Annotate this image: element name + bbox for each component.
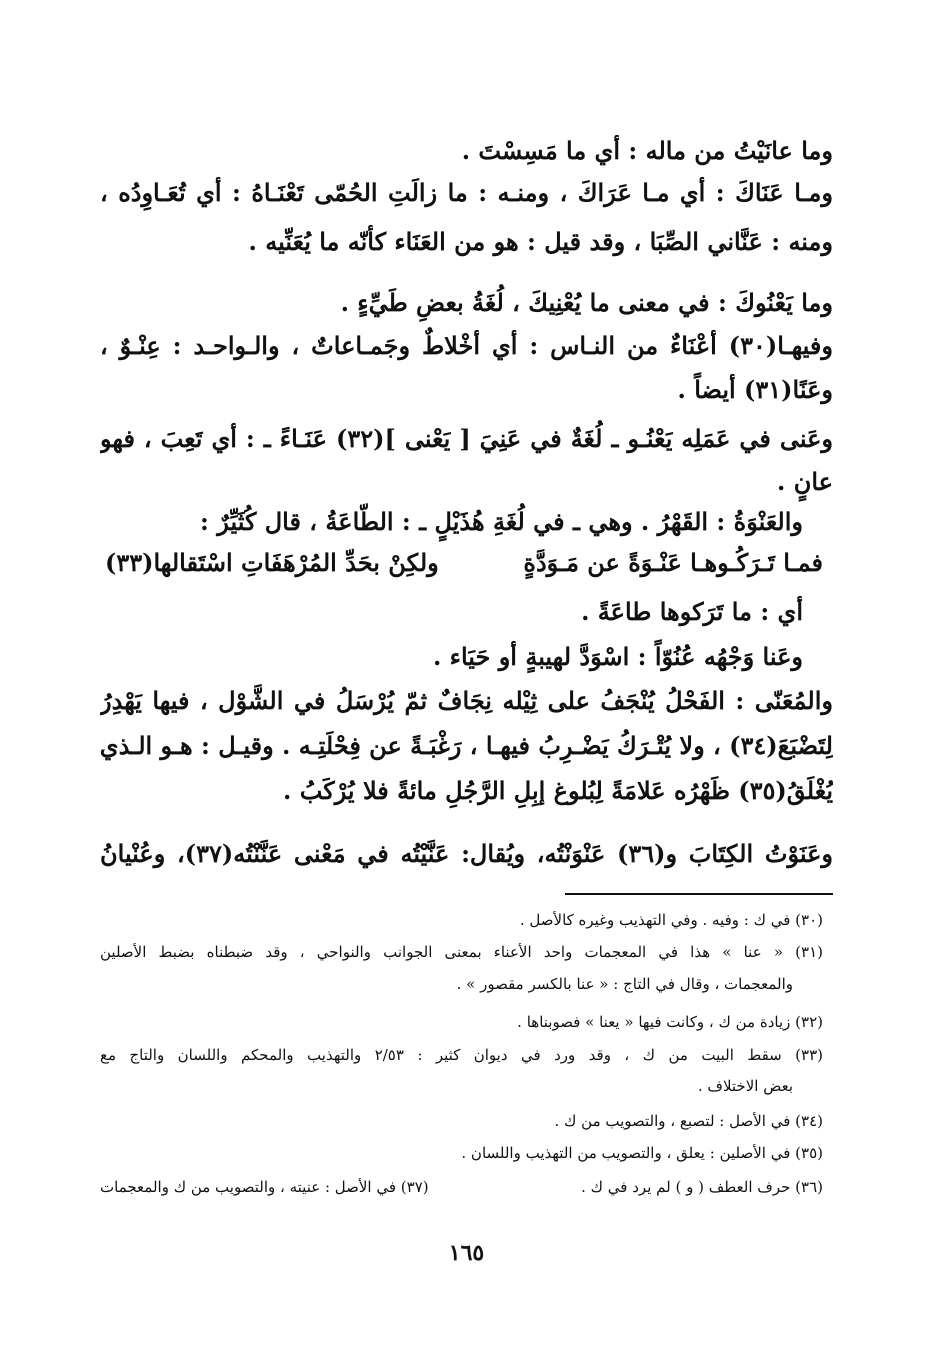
body-line-13: لِتَضْبَعَ(٣٤) ، ولا يُتْـرَكُ يَضْـرِبُ فيهـا ، رَغْبَـةً عن فِحْلَتِـه . وقيـل : هـو الـذي [100,731,833,760]
body-line-5: وفيهـا(٣٠) أعْنَاءٌ من النـاس : أي أخْلاطٌ وجَمـاعاتٌ ، والـواحـد : عِنْـوٌ ، [100,331,833,360]
body-line-3: ومنه : عَنَّاني الصِّبَا ، وقد قيل : هو من العَنَاء كأنّه ما يُعَنِّيه . [248,227,833,256]
body-line-11: وعَنا وَجْهُه عُنُوّاً : اسْوَدَّ لهيبةٍ أو حَيَاء . [432,642,803,671]
body-line-4: وما يَعْنُوكَ : في معنى ما يُعْنِيكَ ، لُغَةُ بعضِ طَيِّءٍ . [340,288,833,317]
footnote-35: (٣٥) في الأصلين : يعلق ، والتصويب من التهذيب واللسان . [461,1144,823,1162]
poem-verse [105,543,823,583]
body-line-15: وعَنَوْتُ الكِتَابَ و(٣٦) عَنْوَنْتُه، ويُقال: عَنَّيْتُه في مَعْنى عَنَّنْتُه(٣٧)، وعُنْيانُ [100,839,833,868]
poem-hemistich-2: ولكِنْ بحَدِّ المُرْهَفَاتِ اسْتَقالها(٣٣) [105,548,439,577]
body-line-10: أي : ما تَرَكوها طاعَةً . [581,597,803,626]
body-line-1: وما عانَيْتُ من ماله : أي ما مَسِسْتَ . [461,136,833,165]
footnote-33: (٣٣) سقط البيت من ك ، وقد ورد في ديوان كثير : ٢/٥٣ والتهذيب والمحكم واللسان والتاج مع [100,1046,823,1064]
body-line-9: والعَنْوَةُ : القَهْرُ . وهي ـ في لُغَةِ هُذَيْلٍ ـ : الطّاعَةُ ، قال كُثَيِّرٌ : [200,507,803,536]
footnote-31-cont: والمعجمات ، وقال في التاج : « عنا بالكسر مقصور » . [456,975,793,993]
footnote-37: (٣٧) في الأصل : عنيته ، والتصويب من ك والمعجمات [100,1178,429,1196]
body-line-7: وعَنى في عَمَلِه يَعْنُـو ـ لُغَةٌ في عَنِيَ [ يَعْنى ](٣٢) عَنَـاءً ـ : أي تَعِبَ ، فهو [100,424,833,453]
body-line-14: يُغْلَقُ(٣٥) ظَهْرُه عَلامَةً لِبُلوغ إبِلِ الرَّجُلِ مائةً فلا يُرْكَبُ . [282,776,833,805]
footnote-34: (٣٤) في الأصل : لتصبع ، والتصويب من ك . [554,1112,823,1130]
body-line-12: والمُعَنّى : الفَحْلُ يُنْجَفُ على ثِيْله نِجَافٌ ثمّ يُرْسَلُ في الشَّوْل ، فيها يَهْدِرُ [100,686,833,715]
poem-hemistich-1: فمـا تَـرَكُـوهـا عَنْـوَةً عن مَـوَدَّةٍ [523,548,823,577]
footnote-divider [565,893,833,895]
footnote-36: (٣٦) حرف العطف ( و ) لم يرد في ك . [581,1178,823,1196]
footnote-30: (٣٠) في ك : وفيه . وفي التهذيب وغيره كالأصل . [519,911,823,929]
body-line-2: ومـا عَنَاكَ : أي مـا عَرَاكَ ، ومنـه : ما زالَتِ الحُمّى تَعْنَـاهُ : أي تُعَـاوِدُه ، [100,178,833,207]
page-number: ١٦٥ [448,1240,485,1266]
body-line-8: عانٍ . [777,467,833,496]
footnote-32: (٣٢) زيادة من ك ، وكانت فيها « يعنا » فصوبناها . [517,1013,823,1031]
body-line-6: وعَنًا(٣١) أيضاً . [677,375,833,404]
footnote-33-cont: بعض الاختلاف . [697,1077,793,1095]
footnote-31: (٣١) « عنا » هذا في المعجمات واحد الأعناء بمعنى الجوانب والنواحي ، وقد ضبطناه بضبط الأصلين [100,943,823,961]
